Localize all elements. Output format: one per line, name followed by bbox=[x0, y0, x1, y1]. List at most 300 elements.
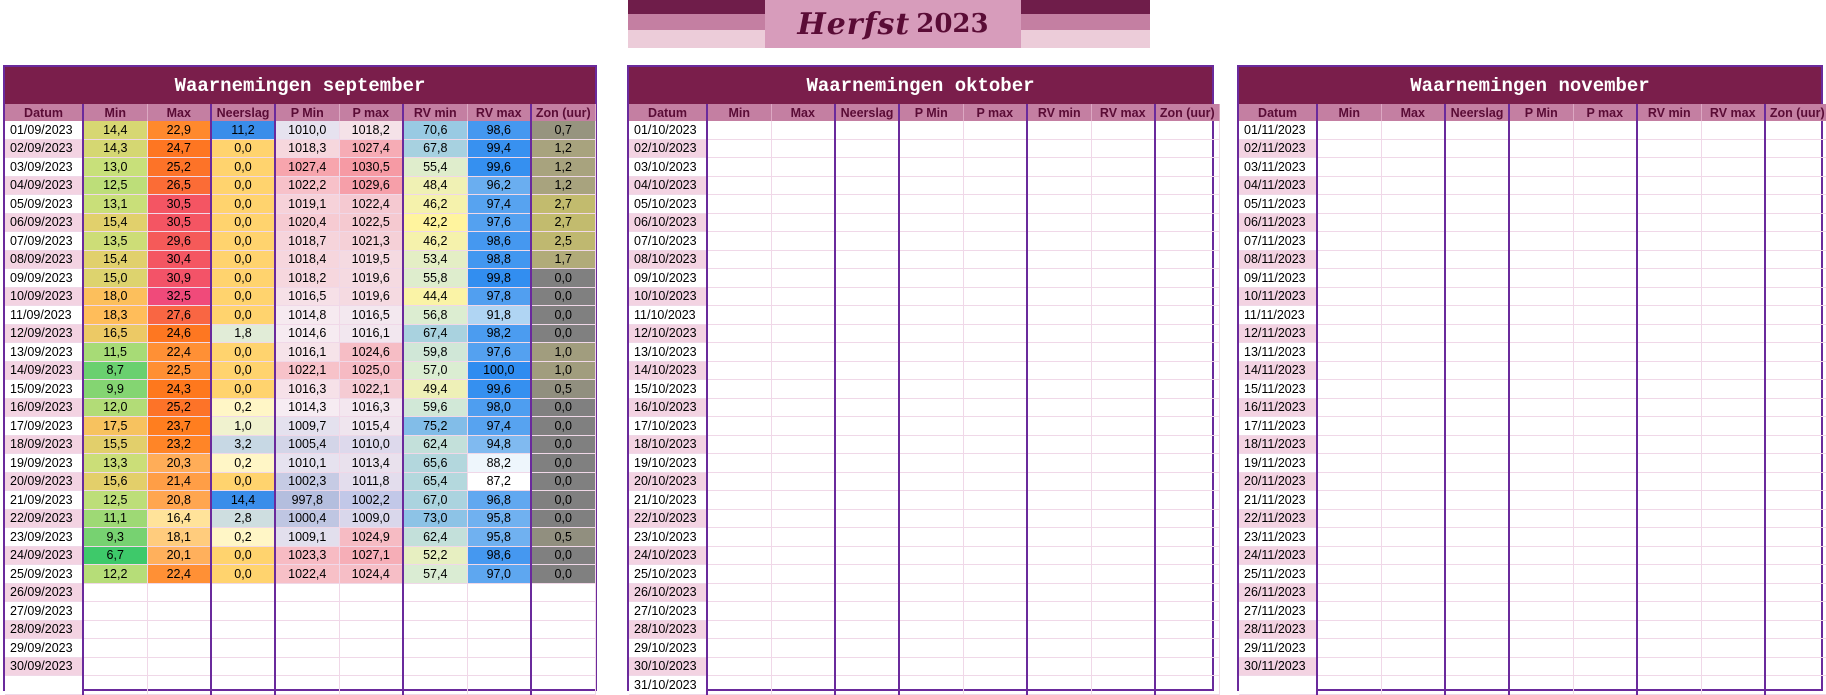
pmax-cell[interactable] bbox=[963, 158, 1027, 177]
pmax-cell[interactable]: 1009,0 bbox=[339, 509, 403, 528]
min-cell[interactable] bbox=[707, 361, 771, 380]
pmin-cell[interactable] bbox=[899, 250, 963, 269]
zon-cell[interactable] bbox=[1155, 269, 1219, 288]
zon-cell[interactable] bbox=[1765, 546, 1826, 565]
min-cell[interactable] bbox=[707, 472, 771, 491]
date-cell[interactable]: 05/10/2023 bbox=[629, 195, 707, 214]
neerslag-cell[interactable] bbox=[835, 417, 899, 436]
min-cell[interactable] bbox=[1317, 602, 1381, 621]
rvmin-cell[interactable] bbox=[1027, 343, 1091, 362]
max-cell[interactable] bbox=[771, 509, 835, 528]
rvmin-cell[interactable] bbox=[1027, 121, 1091, 139]
zon-cell[interactable]: 0,0 bbox=[531, 565, 595, 584]
pmin-cell[interactable]: 1016,1 bbox=[275, 343, 339, 362]
rvmin-cell[interactable] bbox=[1027, 213, 1091, 232]
max-cell[interactable] bbox=[1381, 676, 1445, 695]
date-cell[interactable]: 04/09/2023 bbox=[5, 176, 83, 195]
neerslag-cell[interactable]: 0,0 bbox=[211, 472, 275, 491]
max-cell[interactable]: 25,2 bbox=[147, 398, 211, 417]
date-cell[interactable]: 02/11/2023 bbox=[1239, 139, 1317, 158]
min-cell[interactable] bbox=[707, 454, 771, 473]
zon-cell[interactable] bbox=[1765, 121, 1826, 139]
zon-cell[interactable] bbox=[1155, 565, 1219, 584]
zon-cell[interactable] bbox=[531, 583, 595, 602]
date-cell[interactable]: 07/11/2023 bbox=[1239, 232, 1317, 251]
pmin-cell[interactable] bbox=[899, 565, 963, 584]
pmin-cell[interactable]: 1000,4 bbox=[275, 509, 339, 528]
min-cell[interactable]: 11,5 bbox=[83, 343, 147, 362]
pmin-cell[interactable] bbox=[1509, 306, 1573, 325]
min-cell[interactable] bbox=[1317, 380, 1381, 399]
pmax-cell[interactable] bbox=[1573, 398, 1637, 417]
rvmax-cell[interactable] bbox=[1701, 528, 1765, 547]
rvmax-cell[interactable]: 97,4 bbox=[467, 417, 531, 436]
min-cell[interactable] bbox=[1317, 232, 1381, 251]
max-cell[interactable] bbox=[147, 639, 211, 658]
rvmax-cell[interactable] bbox=[1091, 528, 1155, 547]
pmin-cell[interactable]: 1014,3 bbox=[275, 398, 339, 417]
pmax-cell[interactable] bbox=[963, 546, 1027, 565]
rvmin-cell[interactable] bbox=[1027, 472, 1091, 491]
date-cell[interactable]: 08/11/2023 bbox=[1239, 250, 1317, 269]
rvmax-cell[interactable] bbox=[1091, 195, 1155, 214]
pmin-cell[interactable] bbox=[1509, 380, 1573, 399]
pmin-cell[interactable]: 1018,3 bbox=[275, 139, 339, 158]
pmax-cell[interactable]: 1030,5 bbox=[339, 158, 403, 177]
neerslag-cell[interactable] bbox=[835, 324, 899, 343]
date-cell[interactable]: 06/10/2023 bbox=[629, 213, 707, 232]
zon-cell[interactable] bbox=[1765, 602, 1826, 621]
min-cell[interactable]: 15,0 bbox=[83, 269, 147, 288]
neerslag-cell[interactable]: 0,0 bbox=[211, 380, 275, 399]
pmin-cell[interactable] bbox=[1509, 417, 1573, 436]
pmin-cell[interactable] bbox=[1509, 565, 1573, 584]
zon-cell[interactable] bbox=[1155, 491, 1219, 510]
pmax-cell[interactable] bbox=[963, 269, 1027, 288]
pmax-cell[interactable]: 1029,6 bbox=[339, 176, 403, 195]
rvmax-cell[interactable]: 98,0 bbox=[467, 398, 531, 417]
max-cell[interactable] bbox=[771, 213, 835, 232]
rvmin-cell[interactable] bbox=[1637, 121, 1701, 139]
zon-cell[interactable]: 0,7 bbox=[531, 121, 595, 139]
min-cell[interactable] bbox=[1317, 565, 1381, 584]
min-cell[interactable] bbox=[707, 324, 771, 343]
rvmin-cell[interactable] bbox=[1637, 435, 1701, 454]
rvmin-cell[interactable] bbox=[1637, 343, 1701, 362]
date-cell[interactable]: 10/09/2023 bbox=[5, 287, 83, 306]
max-cell[interactable] bbox=[1381, 232, 1445, 251]
min-cell[interactable] bbox=[707, 158, 771, 177]
zon-cell[interactable] bbox=[1765, 676, 1826, 695]
rvmax-cell[interactable] bbox=[1701, 676, 1765, 695]
neerslag-cell[interactable] bbox=[835, 287, 899, 306]
pmax-cell[interactable] bbox=[963, 565, 1027, 584]
min-cell[interactable] bbox=[1317, 361, 1381, 380]
zon-cell[interactable]: 0,5 bbox=[531, 528, 595, 547]
min-cell[interactable]: 12,0 bbox=[83, 398, 147, 417]
max-cell[interactable] bbox=[1381, 250, 1445, 269]
date-cell[interactable]: 21/10/2023 bbox=[629, 491, 707, 510]
max-cell[interactable] bbox=[1381, 472, 1445, 491]
min-cell[interactable] bbox=[707, 435, 771, 454]
pmax-cell[interactable] bbox=[1573, 565, 1637, 584]
zon-cell[interactable] bbox=[1765, 195, 1826, 214]
neerslag-cell[interactable] bbox=[211, 602, 275, 621]
zon-cell[interactable] bbox=[1765, 472, 1826, 491]
column-header[interactable]: P max bbox=[1573, 104, 1637, 121]
min-cell[interactable] bbox=[707, 398, 771, 417]
min-cell[interactable] bbox=[1317, 121, 1381, 139]
max-cell[interactable] bbox=[1381, 121, 1445, 139]
max-cell[interactable] bbox=[1381, 343, 1445, 362]
date-cell[interactable]: 20/10/2023 bbox=[629, 472, 707, 491]
rvmax-cell[interactable]: 96,2 bbox=[467, 176, 531, 195]
rvmin-cell[interactable]: 65,4 bbox=[403, 472, 467, 491]
pmax-cell[interactable] bbox=[963, 435, 1027, 454]
column-header[interactable]: Datum bbox=[5, 104, 83, 121]
max-cell[interactable] bbox=[1381, 213, 1445, 232]
date-cell[interactable]: 30/10/2023 bbox=[629, 657, 707, 676]
max-cell[interactable] bbox=[1381, 657, 1445, 676]
max-cell[interactable]: 22,9 bbox=[147, 121, 211, 139]
min-cell[interactable] bbox=[707, 546, 771, 565]
pmax-cell[interactable] bbox=[963, 528, 1027, 547]
pmin-cell[interactable] bbox=[899, 121, 963, 139]
min-cell[interactable] bbox=[1317, 324, 1381, 343]
rvmin-cell[interactable] bbox=[1637, 639, 1701, 658]
neerslag-cell[interactable] bbox=[1445, 491, 1509, 510]
rvmin-cell[interactable] bbox=[1637, 454, 1701, 473]
rvmin-cell[interactable]: 67,8 bbox=[403, 139, 467, 158]
rvmin-cell[interactable]: 44,4 bbox=[403, 287, 467, 306]
rvmax-cell[interactable] bbox=[1701, 158, 1765, 177]
min-cell[interactable] bbox=[1317, 657, 1381, 676]
rvmin-cell[interactable] bbox=[1027, 361, 1091, 380]
zon-cell[interactable] bbox=[1155, 398, 1219, 417]
rvmin-cell[interactable]: 55,4 bbox=[403, 158, 467, 177]
pmin-cell[interactable] bbox=[899, 657, 963, 676]
zon-cell[interactable]: 0,0 bbox=[531, 287, 595, 306]
rvmin-cell[interactable]: 62,4 bbox=[403, 435, 467, 454]
date-cell[interactable]: 28/09/2023 bbox=[5, 620, 83, 639]
min-cell[interactable] bbox=[1317, 546, 1381, 565]
rvmin-cell[interactable] bbox=[1637, 528, 1701, 547]
max-cell[interactable] bbox=[771, 454, 835, 473]
column-header[interactable]: P max bbox=[339, 104, 403, 121]
min-cell[interactable] bbox=[707, 602, 771, 621]
date-cell[interactable]: 21/11/2023 bbox=[1239, 491, 1317, 510]
min-cell[interactable] bbox=[1317, 398, 1381, 417]
rvmin-cell[interactable] bbox=[1637, 232, 1701, 251]
min-cell[interactable] bbox=[1317, 583, 1381, 602]
date-cell[interactable] bbox=[1239, 676, 1317, 695]
rvmin-cell[interactable]: 62,4 bbox=[403, 528, 467, 547]
rvmax-cell[interactable]: 91,8 bbox=[467, 306, 531, 325]
neerslag-cell[interactable] bbox=[1445, 472, 1509, 491]
pmin-cell[interactable] bbox=[899, 195, 963, 214]
max-cell[interactable] bbox=[771, 583, 835, 602]
neerslag-cell[interactable] bbox=[835, 657, 899, 676]
neerslag-cell[interactable] bbox=[835, 472, 899, 491]
min-cell[interactable] bbox=[1317, 509, 1381, 528]
rvmax-cell[interactable]: 87,2 bbox=[467, 472, 531, 491]
rvmax-cell[interactable] bbox=[1701, 121, 1765, 139]
rvmin-cell[interactable]: 53,4 bbox=[403, 250, 467, 269]
date-cell[interactable]: 01/09/2023 bbox=[5, 121, 83, 139]
rvmin-cell[interactable] bbox=[1637, 324, 1701, 343]
min-cell[interactable] bbox=[707, 657, 771, 676]
date-cell[interactable]: 18/10/2023 bbox=[629, 435, 707, 454]
max-cell[interactable] bbox=[1381, 528, 1445, 547]
rvmin-cell[interactable] bbox=[1027, 287, 1091, 306]
zon-cell[interactable] bbox=[531, 639, 595, 658]
neerslag-cell[interactable]: 0,0 bbox=[211, 158, 275, 177]
rvmin-cell[interactable] bbox=[1637, 176, 1701, 195]
rvmin-cell[interactable]: 46,2 bbox=[403, 195, 467, 214]
rvmax-cell[interactable]: 98,6 bbox=[467, 232, 531, 251]
pmin-cell[interactable] bbox=[1509, 454, 1573, 473]
max-cell[interactable] bbox=[1381, 306, 1445, 325]
rvmax-cell[interactable] bbox=[1701, 417, 1765, 436]
rvmin-cell[interactable] bbox=[1027, 139, 1091, 158]
rvmax-cell[interactable]: 98,6 bbox=[467, 546, 531, 565]
max-cell[interactable]: 26,5 bbox=[147, 176, 211, 195]
min-cell[interactable] bbox=[1317, 158, 1381, 177]
pmax-cell[interactable]: 1025,0 bbox=[339, 361, 403, 380]
pmax-cell[interactable]: 1024,4 bbox=[339, 565, 403, 584]
zon-cell[interactable] bbox=[1765, 528, 1826, 547]
neerslag-cell[interactable] bbox=[835, 121, 899, 139]
rvmax-cell[interactable]: 97,4 bbox=[467, 195, 531, 214]
zon-cell[interactable] bbox=[1155, 620, 1219, 639]
pmax-cell[interactable] bbox=[1573, 546, 1637, 565]
date-cell[interactable]: 03/09/2023 bbox=[5, 158, 83, 177]
rvmax-cell[interactable] bbox=[467, 602, 531, 621]
column-header[interactable]: Max bbox=[147, 104, 211, 121]
pmin-cell[interactable] bbox=[899, 324, 963, 343]
pmax-cell[interactable] bbox=[1573, 213, 1637, 232]
rvmax-cell[interactable]: 99,6 bbox=[467, 158, 531, 177]
min-cell[interactable] bbox=[707, 491, 771, 510]
date-cell[interactable]: 06/09/2023 bbox=[5, 213, 83, 232]
pmin-cell[interactable] bbox=[899, 435, 963, 454]
rvmax-cell[interactable] bbox=[1091, 380, 1155, 399]
pmin-cell[interactable] bbox=[899, 361, 963, 380]
rvmax-cell[interactable] bbox=[1701, 509, 1765, 528]
rvmax-cell[interactable] bbox=[1701, 343, 1765, 362]
max-cell[interactable] bbox=[1381, 620, 1445, 639]
min-cell[interactable] bbox=[83, 620, 147, 639]
max-cell[interactable] bbox=[1381, 361, 1445, 380]
rvmin-cell[interactable] bbox=[403, 583, 467, 602]
rvmax-cell[interactable] bbox=[467, 639, 531, 658]
date-cell[interactable]: 10/11/2023 bbox=[1239, 287, 1317, 306]
max-cell[interactable]: 32,5 bbox=[147, 287, 211, 306]
zon-cell[interactable] bbox=[1765, 435, 1826, 454]
rvmin-cell[interactable] bbox=[1637, 250, 1701, 269]
rvmax-cell[interactable] bbox=[1091, 324, 1155, 343]
rvmax-cell[interactable] bbox=[1091, 546, 1155, 565]
pmin-cell[interactable] bbox=[1509, 287, 1573, 306]
neerslag-cell[interactable]: 0,0 bbox=[211, 195, 275, 214]
neerslag-cell[interactable] bbox=[1445, 213, 1509, 232]
min-cell[interactable] bbox=[707, 195, 771, 214]
pmax-cell[interactable]: 1016,1 bbox=[339, 324, 403, 343]
min-cell[interactable]: 15,4 bbox=[83, 213, 147, 232]
pmax-cell[interactable] bbox=[963, 324, 1027, 343]
pmax-cell[interactable] bbox=[963, 306, 1027, 325]
rvmin-cell[interactable] bbox=[1027, 583, 1091, 602]
zon-cell[interactable] bbox=[1765, 509, 1826, 528]
rvmax-cell[interactable] bbox=[1091, 602, 1155, 621]
max-cell[interactable]: 30,4 bbox=[147, 250, 211, 269]
rvmin-cell[interactable]: 65,6 bbox=[403, 454, 467, 473]
zon-cell[interactable] bbox=[1765, 158, 1826, 177]
neerslag-cell[interactable]: 14,4 bbox=[211, 491, 275, 510]
date-cell[interactable]: 16/10/2023 bbox=[629, 398, 707, 417]
min-cell[interactable]: 15,4 bbox=[83, 250, 147, 269]
rvmax-cell[interactable] bbox=[1091, 343, 1155, 362]
rvmin-cell[interactable] bbox=[1027, 509, 1091, 528]
max-cell[interactable] bbox=[771, 417, 835, 436]
pmin-cell[interactable] bbox=[899, 232, 963, 251]
rvmin-cell[interactable] bbox=[1637, 491, 1701, 510]
pmax-cell[interactable] bbox=[1573, 343, 1637, 362]
min-cell[interactable] bbox=[1317, 528, 1381, 547]
max-cell[interactable] bbox=[771, 639, 835, 658]
pmax-cell[interactable]: 1019,6 bbox=[339, 287, 403, 306]
date-cell[interactable]: 24/11/2023 bbox=[1239, 546, 1317, 565]
max-cell[interactable] bbox=[147, 602, 211, 621]
pmin-cell[interactable] bbox=[899, 176, 963, 195]
min-cell[interactable]: 18,3 bbox=[83, 306, 147, 325]
pmin-cell[interactable]: 1022,1 bbox=[275, 361, 339, 380]
rvmax-cell[interactable] bbox=[1701, 306, 1765, 325]
pmin-cell[interactable] bbox=[899, 602, 963, 621]
pmin-cell[interactable] bbox=[1509, 361, 1573, 380]
pmin-cell[interactable] bbox=[1509, 657, 1573, 676]
max-cell[interactable] bbox=[1381, 398, 1445, 417]
rvmax-cell[interactable] bbox=[1091, 583, 1155, 602]
min-cell[interactable]: 12,5 bbox=[83, 491, 147, 510]
pmin-cell[interactable]: 1009,1 bbox=[275, 528, 339, 547]
pmax-cell[interactable]: 1027,4 bbox=[339, 139, 403, 158]
pmax-cell[interactable] bbox=[1573, 620, 1637, 639]
neerslag-cell[interactable] bbox=[835, 546, 899, 565]
date-cell[interactable]: 14/11/2023 bbox=[1239, 361, 1317, 380]
date-cell[interactable]: 11/11/2023 bbox=[1239, 306, 1317, 325]
neerslag-cell[interactable] bbox=[1445, 361, 1509, 380]
neerslag-cell[interactable] bbox=[1445, 158, 1509, 177]
zon-cell[interactable] bbox=[1765, 398, 1826, 417]
zon-cell[interactable] bbox=[1155, 343, 1219, 362]
neerslag-cell[interactable]: 0,0 bbox=[211, 269, 275, 288]
pmin-cell[interactable] bbox=[1509, 602, 1573, 621]
date-cell[interactable]: 13/09/2023 bbox=[5, 343, 83, 362]
rvmax-cell[interactable] bbox=[1701, 324, 1765, 343]
pmin-cell[interactable]: 1022,4 bbox=[275, 565, 339, 584]
date-cell[interactable]: 05/11/2023 bbox=[1239, 195, 1317, 214]
rvmin-cell[interactable]: 57,0 bbox=[403, 361, 467, 380]
pmax-cell[interactable] bbox=[1573, 380, 1637, 399]
pmin-cell[interactable]: 997,8 bbox=[275, 491, 339, 510]
zon-cell[interactable] bbox=[1155, 250, 1219, 269]
pmax-cell[interactable] bbox=[1573, 583, 1637, 602]
neerslag-cell[interactable] bbox=[835, 380, 899, 399]
min-cell[interactable] bbox=[83, 639, 147, 658]
rvmin-cell[interactable] bbox=[1637, 472, 1701, 491]
rvmin-cell[interactable] bbox=[1637, 583, 1701, 602]
date-cell[interactable]: 15/09/2023 bbox=[5, 380, 83, 399]
neerslag-cell[interactable] bbox=[835, 491, 899, 510]
min-cell[interactable]: 16,5 bbox=[83, 324, 147, 343]
date-cell[interactable]: 31/10/2023 bbox=[629, 676, 707, 695]
column-header[interactable]: P Min bbox=[899, 104, 963, 121]
pmin-cell[interactable] bbox=[899, 583, 963, 602]
pmax-cell[interactable] bbox=[963, 195, 1027, 214]
neerslag-cell[interactable] bbox=[835, 676, 899, 695]
rvmin-cell[interactable] bbox=[1637, 361, 1701, 380]
date-cell[interactable]: 23/09/2023 bbox=[5, 528, 83, 547]
neerslag-cell[interactable] bbox=[1445, 546, 1509, 565]
neerslag-cell[interactable]: 0,0 bbox=[211, 176, 275, 195]
neerslag-cell[interactable] bbox=[1445, 343, 1509, 362]
date-cell[interactable]: 26/10/2023 bbox=[629, 583, 707, 602]
pmax-cell[interactable] bbox=[963, 380, 1027, 399]
rvmax-cell[interactable] bbox=[1701, 361, 1765, 380]
zon-cell[interactable]: 2,5 bbox=[531, 232, 595, 251]
neerslag-cell[interactable] bbox=[835, 528, 899, 547]
pmax-cell[interactable] bbox=[963, 250, 1027, 269]
rvmin-cell[interactable] bbox=[1027, 435, 1091, 454]
min-cell[interactable] bbox=[707, 509, 771, 528]
pmin-cell[interactable] bbox=[1509, 509, 1573, 528]
date-cell[interactable]: 19/11/2023 bbox=[1239, 454, 1317, 473]
zon-cell[interactable]: 0,0 bbox=[531, 417, 595, 436]
pmax-cell[interactable]: 1019,5 bbox=[339, 250, 403, 269]
max-cell[interactable] bbox=[771, 269, 835, 288]
pmin-cell[interactable] bbox=[1509, 121, 1573, 139]
zon-cell[interactable] bbox=[1765, 639, 1826, 658]
max-cell[interactable] bbox=[771, 361, 835, 380]
pmax-cell[interactable] bbox=[963, 176, 1027, 195]
date-cell[interactable]: 15/10/2023 bbox=[629, 380, 707, 399]
pmax-cell[interactable] bbox=[1573, 324, 1637, 343]
max-cell[interactable] bbox=[771, 139, 835, 158]
rvmax-cell[interactable] bbox=[1701, 232, 1765, 251]
column-header[interactable]: Max bbox=[771, 104, 835, 121]
max-cell[interactable] bbox=[771, 287, 835, 306]
date-cell[interactable]: 08/09/2023 bbox=[5, 250, 83, 269]
pmax-cell[interactable] bbox=[963, 620, 1027, 639]
rvmax-cell[interactable] bbox=[1701, 250, 1765, 269]
max-cell[interactable] bbox=[1381, 639, 1445, 658]
date-cell[interactable]: 28/11/2023 bbox=[1239, 620, 1317, 639]
rvmin-cell[interactable] bbox=[403, 620, 467, 639]
pmin-cell[interactable] bbox=[899, 343, 963, 362]
pmax-cell[interactable] bbox=[1573, 195, 1637, 214]
pmax-cell[interactable] bbox=[963, 213, 1027, 232]
rvmin-cell[interactable] bbox=[1637, 306, 1701, 325]
rvmax-cell[interactable]: 95,8 bbox=[467, 509, 531, 528]
min-cell[interactable] bbox=[707, 121, 771, 139]
min-cell[interactable] bbox=[707, 380, 771, 399]
rvmax-cell[interactable] bbox=[467, 676, 531, 695]
rvmin-cell[interactable] bbox=[403, 602, 467, 621]
rvmin-cell[interactable]: 59,8 bbox=[403, 343, 467, 362]
zon-cell[interactable] bbox=[1155, 454, 1219, 473]
rvmin-cell[interactable] bbox=[1027, 454, 1091, 473]
